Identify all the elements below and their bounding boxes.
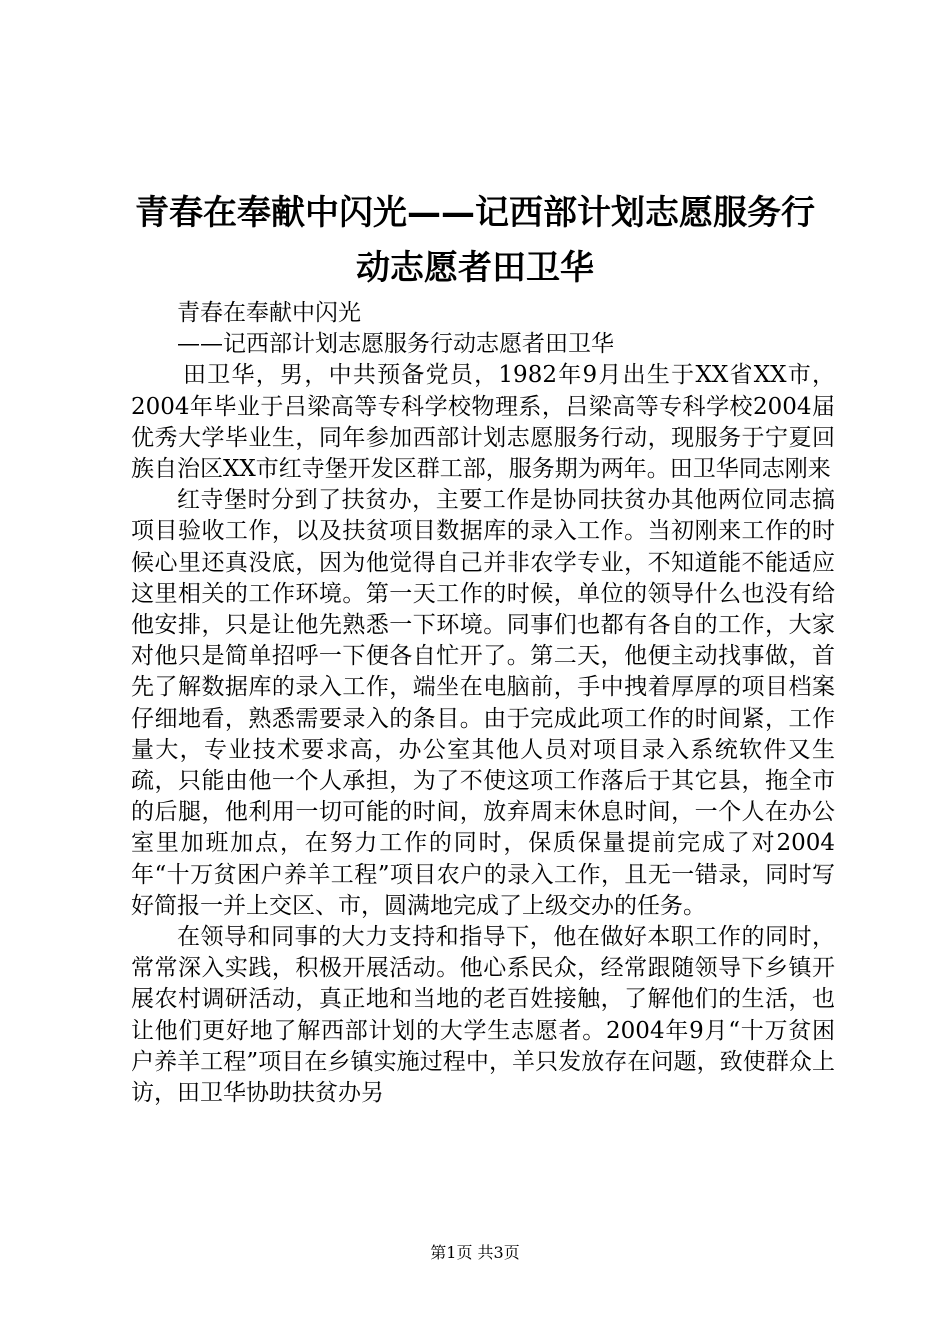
subtitle-line-2: ——记西部计划志愿服务行动志愿者田卫华	[177, 331, 614, 358]
paragraph-3: 在领导和同事的大力支持和指导下，他在做好本职工作的同时，常常深入实践，积极开展活动。他心系民众，经常跟随领导下乡镇开展农村调研活动，真正地和当地的老百姓接触，了解他们的生活，也让他们更好地了解西部计划的大学生志愿者。2004年9月“十万贫困户养羊工程”项目在乡镇实施过程中，羊只发放存在问题，致使群众上访，田卫华协助扶贫办另	[131, 924, 835, 1107]
document-title: 青春在奉献中闪光——记西部计划志愿服务行动志愿者田卫华	[135, 193, 815, 288]
subtitle-line-1: 青春在奉献中闪光	[177, 300, 361, 326]
document-body	[131, 298, 835, 1109]
paragraph-1: 田卫华，男，中共预备党员，1982年9月出生于XX省XX市，2004年毕业于吕梁高等专科学校物理系，吕梁高等专科学校2004届优秀大学毕业生，同年参加西部计划志愿服务行动，现服务于宁夏回族自治区XX市红寺堡开发区群工部，服务期为两年。田卫华同志刚来	[131, 362, 835, 483]
page-footer: 第1页 共3页	[430, 1243, 520, 1262]
paragraph-2: 红寺堡时分到了扶贫办，主要工作是协同扶贫办其他两位同志搞项目验收工作，以及扶贫项目数据库的录入工作。当初刚来工作的时候心里还真没底，因为他觉得自己并非农学专业，不知道能不能适应这里相关的工作环境。第一天工作的时候，单位的领导什么也没有给他安排，只是让他先熟悉一下环境。同事们也都有各自的工作，大家对他只是简单招呼一下便各自忙开了。第二天，他便主动找事做，首先了解数据库的录入工作，端坐在电脑前，手中拽着厚厚的项目档案仔细地看，熟悉需要录入的条目。由于完成此项工作的时间紧，工作量大，专业技术要求高，办公室其他人员对项目录入系统软件又生疏，只能由他一个人承担，为了不使这项工作落后于其它县，拖全市的后腿，他利用一切可能的时间，放弃周末休息时间，一个人在办公室里加班加点，在努力工作的同时，保质保量提前完成了对2004年“十万贫困户养羊工程”项目农户的录入工作，且无一错录，同时写好简报一并上交区、市，圆满地完成了上级交办的任务。	[131, 487, 835, 919]
